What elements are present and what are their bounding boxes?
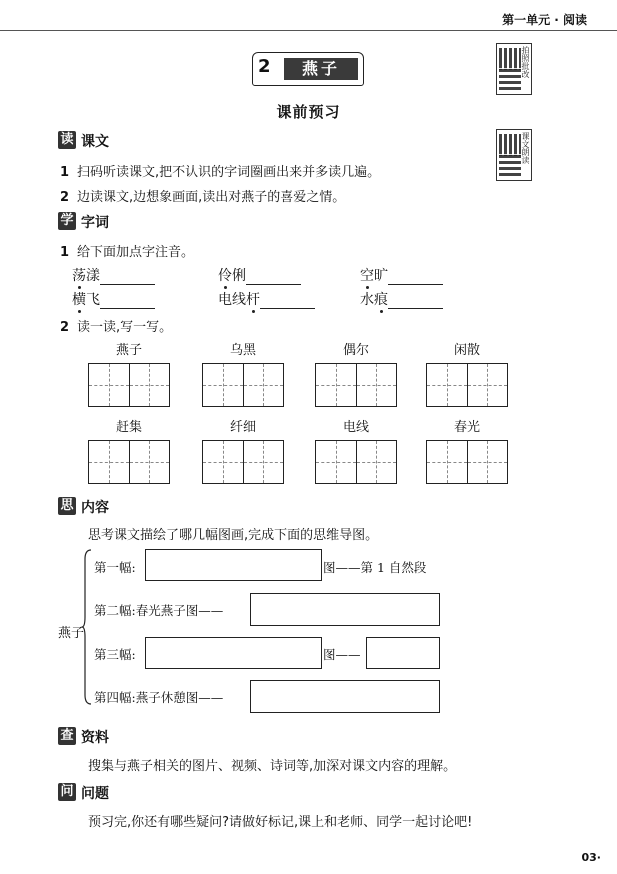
- pinyin-word: [360, 289, 443, 309]
- mindmap-root: 燕子: [58, 626, 85, 641]
- research-section-title: 资料: [81, 730, 109, 746]
- plain-char: 水: [360, 292, 374, 308]
- qr-pattern: [499, 48, 521, 70]
- research-section-icon: 查: [58, 727, 76, 745]
- answer-blank[interactable]: [100, 294, 155, 309]
- grid-word: 闲散: [453, 343, 480, 358]
- item-text: 读一读,写一写。: [77, 320, 173, 335]
- learn-section-title: 字词: [81, 215, 109, 231]
- writing-grid[interactable]: [202, 440, 284, 484]
- writing-grid[interactable]: [426, 440, 508, 484]
- think-section-icon: 思: [58, 497, 76, 515]
- grid-word: 电线: [342, 420, 369, 435]
- grid-word: 燕子: [115, 343, 142, 358]
- branch-3-suffix: 图——: [323, 647, 361, 662]
- page-subtitle: 课前预习: [276, 103, 341, 121]
- think-section-title: 内容: [81, 500, 109, 516]
- plain-char: 旷: [374, 268, 388, 284]
- pinyin-word: [218, 289, 315, 309]
- grid-word: 偶尔: [342, 343, 369, 358]
- branch-1-answer-box[interactable]: [145, 549, 322, 581]
- dotted-char: 痕: [374, 292, 388, 308]
- read-item-1: [60, 161, 380, 180]
- mindmap-brace: [82, 549, 92, 705]
- lesson-title: 燕子: [284, 58, 358, 80]
- read-item-2: [60, 186, 345, 205]
- pinyin-question: [60, 241, 194, 260]
- branch-4-label: 第四幅:燕子休憩图——: [94, 690, 224, 705]
- write-question: [60, 316, 172, 335]
- mindmap-instruction: 思考课文描绘了哪几幅图画,完成下面的思维导图。: [88, 528, 379, 543]
- branch-3-answer-box[interactable]: [145, 637, 322, 669]
- writing-grid[interactable]: [426, 363, 508, 407]
- answer-blank[interactable]: [260, 294, 315, 309]
- branch-2-label: 第二幅:春光燕子图——: [94, 603, 224, 618]
- item-number: 2: [60, 320, 70, 335]
- plain-char: 电线: [218, 292, 246, 308]
- item-number: 1: [60, 245, 70, 260]
- item-number: 1: [60, 165, 70, 180]
- header-divider: [0, 30, 617, 31]
- lesson-title-block: [252, 52, 364, 86]
- branch-1-label: 第一幅:: [94, 560, 136, 575]
- answer-blank[interactable]: [100, 270, 155, 285]
- pinyin-word: [360, 265, 443, 285]
- branch-1-suffix: 图——第 1 自然段: [323, 560, 427, 575]
- item-text: 边读课文,边想象画面,读出对燕子的喜爱之情。: [77, 190, 346, 205]
- research-text: 搜集与燕子相关的图片、视频、诗词等,加深对课文内容的理解。: [88, 759, 457, 774]
- grid-word: 春光: [453, 420, 480, 435]
- answer-blank[interactable]: [388, 270, 443, 285]
- grid-word: 纤细: [229, 420, 256, 435]
- questions-section-title: 问题: [81, 786, 109, 802]
- lesson-number: 2: [258, 56, 271, 77]
- unit-header: 第一单元 · 阅读: [502, 13, 587, 27]
- grid-word: 乌黑: [229, 343, 256, 358]
- read-section-icon: 读: [58, 131, 76, 149]
- branch-3-paragraph-box[interactable]: [366, 637, 440, 669]
- questions-text: 预习完,你还有哪些疑问?请做好标记,课上和老师、同学一起讨论吧!: [88, 815, 473, 830]
- item-text: 扫码听读课文,把不认识的字词圈画出来并多读几遍。: [77, 165, 381, 180]
- dotted-char: 荡: [72, 268, 86, 284]
- qr-code-correction[interactable]: [496, 43, 532, 95]
- dotted-char: 杆: [246, 292, 260, 308]
- branch-4-answer-box[interactable]: [250, 680, 440, 713]
- writing-grid[interactable]: [88, 440, 170, 484]
- qr-pattern: [499, 154, 521, 176]
- item-number: 2: [60, 190, 70, 205]
- questions-section-icon: 问: [58, 783, 76, 801]
- pinyin-word: [218, 265, 301, 285]
- learn-section-icon: 学: [58, 212, 76, 230]
- dotted-char: 横: [72, 292, 86, 308]
- item-text: 给下面加点字注音。: [77, 245, 195, 260]
- pinyin-word: [72, 289, 155, 309]
- pinyin-word: [72, 265, 155, 285]
- plain-char: 飞: [86, 292, 100, 308]
- writing-grid[interactable]: [315, 440, 397, 484]
- grid-word: 赶集: [115, 420, 142, 435]
- writing-grid[interactable]: [202, 363, 284, 407]
- writing-grid[interactable]: [315, 363, 397, 407]
- branch-3-label: 第三幅:: [94, 647, 136, 662]
- branch-2-answer-box[interactable]: [250, 593, 440, 626]
- plain-char: 漾: [86, 268, 100, 284]
- qr-pattern: [499, 68, 521, 90]
- qr-code-reading[interactable]: [496, 129, 532, 181]
- qr-pattern: [499, 134, 521, 156]
- qr-label: 拍照批改: [521, 46, 530, 78]
- writing-grid[interactable]: [88, 363, 170, 407]
- qr-label: 课文朗读: [521, 132, 530, 164]
- plain-char: 俐: [232, 268, 246, 284]
- dotted-char: 空: [360, 268, 374, 284]
- dotted-char: 伶: [218, 268, 232, 284]
- read-section-title: 课文: [81, 134, 109, 150]
- page-number: 03·: [581, 851, 601, 864]
- answer-blank[interactable]: [246, 270, 301, 285]
- answer-blank[interactable]: [388, 294, 443, 309]
